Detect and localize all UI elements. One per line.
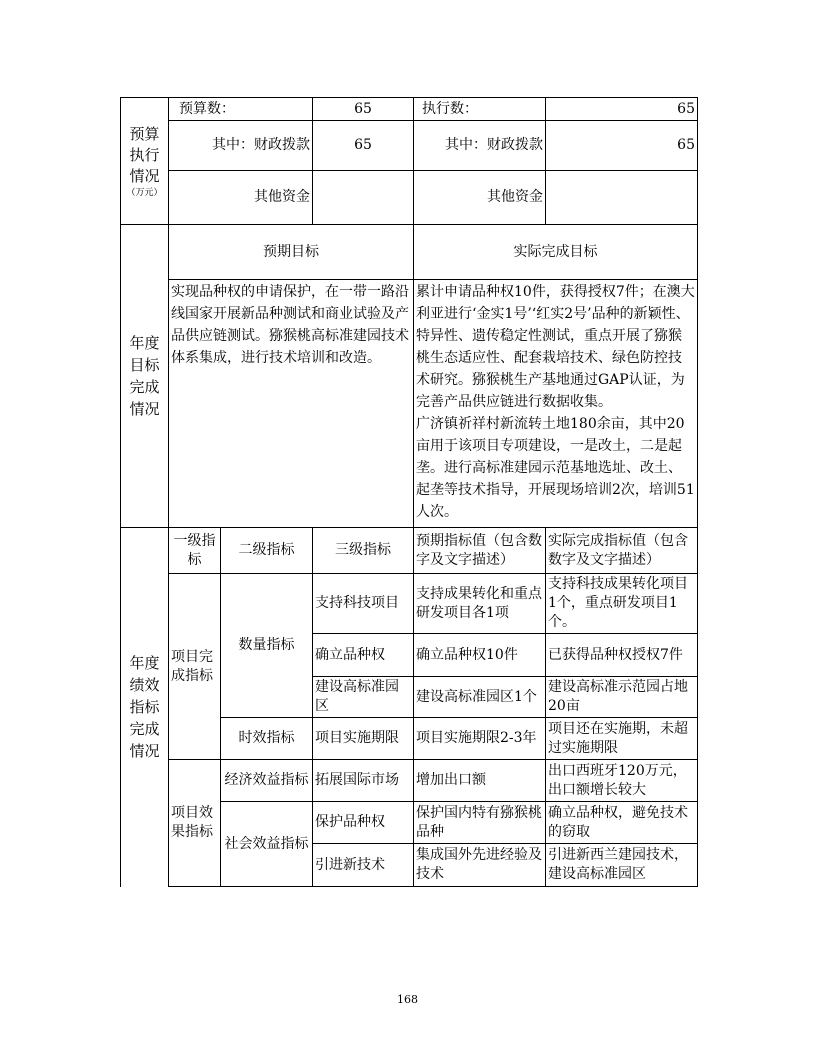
actual-goals-paragraph: 累计申请品种权10件，获得授权7件；在澳大利亚进行‘金实1号’‘红实2号’品种的新颖性、特异性、遗传稳定性测试，重点开展了猕猴桃生态适应性、配套栽培技术、绿色防控技术研究。猕猴桃生产基地通过GAP认证，为完善产品供应链进行数据收集。	[416, 284, 695, 410]
budget-section-label: 预算 执行 情况 （万元）	[121, 98, 169, 225]
level1-effect: 项目效果指标	[169, 760, 221, 887]
expected-value-header: 预期指标值（包含数字及文字描述）	[414, 528, 546, 574]
level3-cell: 项目实施期限	[313, 718, 414, 760]
actual-goals-text	[414, 280, 698, 528]
expected-goals-text: 实现品种权的申请保护，在一带一路沿线国家开展新品种测试和商业试验及产品供应链测试。猕猴桃高标准建园技术体系集成，进行技术培训和改造。	[169, 280, 414, 528]
actual-value-header: 实际完成指标值（包含数字及文字描述）	[546, 528, 698, 574]
actual-cell: 建设高标准示范园占地20亩	[546, 677, 698, 718]
level2-quantity: 数量指标	[221, 574, 313, 718]
level3-cell: 确立品种权	[313, 634, 414, 677]
level2-economic: 经济效益指标	[221, 760, 313, 802]
expected-cell: 项目实施期限2-3年	[414, 718, 546, 760]
actual-cell: 项目还在实施期，未超过实施期限	[546, 718, 698, 760]
performance-table	[120, 97, 698, 887]
fiscal-allocation-execution-label: 其中：财政拨款	[414, 121, 546, 171]
actual-cell: 引进新西兰建园技术，建设高标准园区	[546, 844, 698, 887]
table-row	[121, 760, 698, 802]
expected-goals-header: 预期目标	[169, 225, 414, 280]
fiscal-allocation-budget-value: 65	[313, 121, 414, 171]
expected-cell: 保护国内特有猕猴桃品种	[414, 802, 546, 844]
actual-cell: 已获得品种权授权7件	[546, 634, 698, 677]
level3-cell: 引进新技术	[313, 844, 414, 887]
level2-header: 二级指标	[221, 528, 313, 574]
page-number: 168	[397, 993, 418, 1006]
other-funds-execution-value	[546, 171, 698, 225]
execution-amount-label: 执行数：	[414, 98, 546, 121]
level1-header: 一级指标	[169, 528, 221, 574]
expected-cell: 建设高标准园区1个	[414, 677, 546, 718]
fiscal-allocation-label: 其中：财政拨款	[169, 121, 313, 171]
level3-cell: 建设高标准园区	[313, 677, 414, 718]
other-funds-label: 其他资金	[169, 171, 313, 225]
budget-amount-value: 65	[313, 98, 414, 121]
actual-goals-header: 实际完成目标	[414, 225, 698, 280]
expected-cell: 确立品种权10件	[414, 634, 546, 677]
actual-cell: 支持科技成果转化项目1个，重点研发项目1个。	[546, 574, 698, 634]
actual-goals-paragraph: 广济镇祈祥村新流转土地180余亩，其中20亩用于该项目专项建设，一是改土，二是起垄。进行高标准建园示范基地选址、改土、起垄等技术指导，开展现场培训2次，培训51人次。	[416, 416, 695, 520]
expected-cell: 增加出口额	[414, 760, 546, 802]
other-funds-budget-value	[313, 171, 414, 225]
level2-timeliness: 时效指标	[221, 718, 313, 760]
level3-cell: 拓展国际市场	[313, 760, 414, 802]
budget-unit-label: （万元）	[126, 187, 163, 198]
actual-cell: 确立品种权，避免技术的窃取	[546, 802, 698, 844]
level1-completion: 项目完成指标	[169, 574, 221, 760]
other-funds-execution-label: 其他资金	[414, 171, 546, 225]
level3-header: 三级指标	[313, 528, 414, 574]
execution-amount-value: 65	[546, 98, 698, 121]
level2-social: 社会效益指标	[221, 802, 313, 887]
performance-section-label: 年度 绩效 指标 完成 情况	[121, 528, 169, 887]
expected-cell: 支持成果转化和重点研发项目各1项	[414, 574, 546, 634]
expected-cell: 集成国外先进经验及技术	[414, 844, 546, 887]
fiscal-allocation-execution-value: 65	[546, 121, 698, 171]
budget-amount-label: 预算数：	[169, 98, 313, 121]
level3-cell: 保护品种权	[313, 802, 414, 844]
level3-cell: 支持科技项目	[313, 574, 414, 634]
table-row	[121, 574, 698, 634]
goals-section-label: 年度 目标 完成 情况	[121, 225, 169, 528]
actual-cell: 出口西班牙120万元，出口额增长较大	[546, 760, 698, 802]
